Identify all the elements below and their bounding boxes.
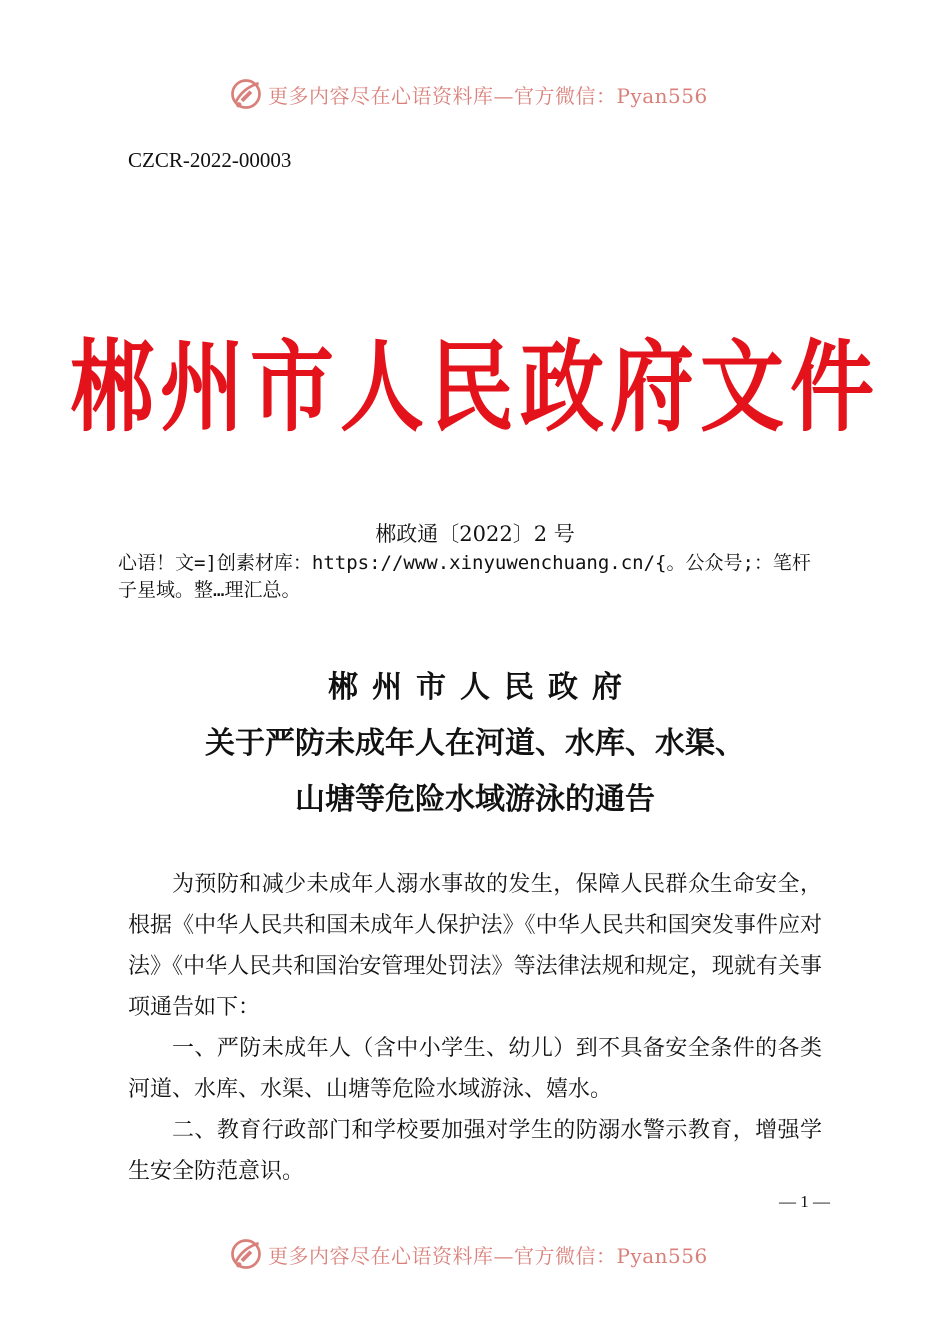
watermark-top [228, 74, 708, 114]
watermark-text: 更多内容尽在心语资料库—官方微信：Pyan556 [268, 1243, 708, 1268]
title-issuer: 郴州市人民政府 [328, 670, 636, 705]
notice-title [0, 660, 950, 828]
watermark-bottom [228, 1234, 708, 1274]
body-paragraph-intro: 为预防和减少未成年人溺水事故的发生，保障人民群众生命安全，根据《中华人民共和国未成年人保护法》《中华人民共和国突发事件应对法》《中华人民共和国治安管理处罚法》等法律法规和规定，现就有关事项通告如下： [128, 872, 822, 1020]
notice-body [128, 864, 822, 1192]
watermark-logo-icon [228, 1236, 264, 1272]
body-paragraph-item-2: 二、教育行政部门和学校要加强对学生的防溺水警示教育，增强学生安全防范意识。 [128, 1118, 822, 1184]
document-number: 郴政通〔2022〕2 号 [375, 522, 575, 546]
page-number: — 1 — [779, 1192, 830, 1211]
watermark-text: 更多内容尽在心语资料库—官方微信：Pyan556 [268, 83, 708, 108]
body-paragraph-item-1: 一、严防未成年人（含中小学生、幼儿）到不具备安全条件的各类河道、水库、水渠、山塘等危险水域游泳、嬉水。 [128, 1036, 822, 1102]
red-letterhead-title: 郴州市人民政府文件 [69, 329, 880, 445]
source-note: 心语！文=]创素材库：https://www.xinyuwenchuang.cn/{。公众号;：笔杆子星域。整…理汇总。 [118, 552, 811, 601]
watermark-logo-icon [228, 76, 264, 112]
title-line-3: 山塘等危险水域游泳的通告 [295, 782, 655, 817]
title-line-2: 关于严防未成年人在河道、水库、水渠、 [205, 726, 745, 761]
document-id: CZCR-2022-00003 [128, 148, 292, 172]
